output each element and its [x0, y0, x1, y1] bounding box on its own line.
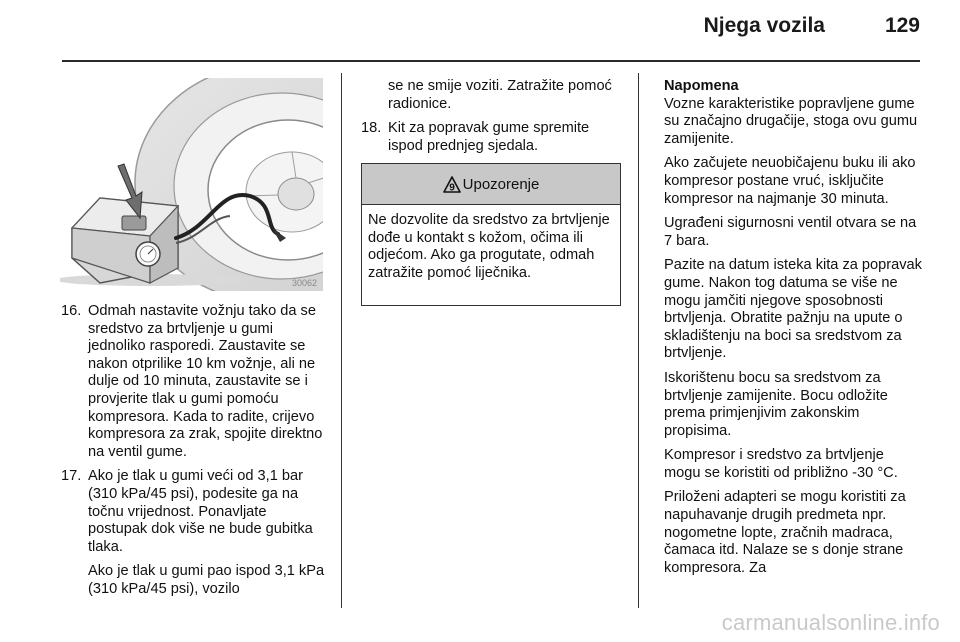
- paragraph: Vozne karakteristike popravljene gume su značajno drugačije, stoga ovu gumu zamijenite.: [664, 95, 918, 147]
- warning-box: [361, 163, 621, 306]
- svg-text:9: 9: [448, 182, 455, 193]
- list-item-text: Kit za popravak gume spremite ispod prednjeg sjedala.: [388, 120, 590, 154]
- paragraph: Ako začujete neuobičajenu buku ili ako kompresor postane vruć, isključite kompresor na najmanje 30 minuta.: [664, 155, 916, 207]
- page-header-title: Njega vozila: [703, 14, 825, 37]
- list-item-text: Odmah nastavite vožnju tako da se sredstvo za brtvljenje u gumi jednoliko rasporedi. Zaustavite se nakon otprilike 10 km vožnje, ali ne dulje od 10 minuta, zaustavite se i provjerite tlak u gumi pomoću kompresora. Kada to radite, crijevo kompresora za zrak, spojite direktno na ventil gume.: [88, 303, 323, 460]
- warning-triangle-icon: [443, 176, 461, 193]
- note-heading: Napomena: [664, 78, 739, 94]
- list-item-number: 17.: [61, 468, 82, 485]
- tire-compressor-illustration: [60, 78, 323, 291]
- column-divider-right: [638, 73, 639, 608]
- list-item: [361, 120, 625, 155]
- paragraph: Kompresor i sredstvo za brtvljenje mogu se koristiti od približno -30 °C.: [664, 447, 898, 481]
- watermark: carmanualsonline.info: [721, 610, 940, 635]
- warning-text: Ne dozvolite da sredstvo za brtvljenje dođe u kontakt s kožom, očima ili odjećom. Ako ga progutate, odmah zatražite pomoć liječnika.: [368, 212, 610, 281]
- paragraph: Priloženi adapteri se mogu koristiti za napuhavanje drugih predmeta npr. nogometne lopte, zračnih madraca, čamaca itd. Nalaze se s donje strane kompresora. Za: [664, 489, 906, 576]
- paragraph: Ugrađeni sigurnosni ventil otvara se na 7 bara.: [664, 215, 917, 249]
- page-number: 129: [884, 14, 920, 37]
- warning-title: Upozorenje: [462, 175, 540, 193]
- left-column: [61, 303, 329, 606]
- warning-header: [362, 164, 620, 205]
- header-divider: [62, 60, 920, 62]
- figure-code: 30062: [292, 278, 318, 288]
- carryover-text: se ne smije voziti. Zatražite pomoć radionice.: [388, 78, 612, 112]
- list-item: [61, 468, 329, 598]
- right-column: [664, 78, 922, 584]
- tire-compressor-figure: [60, 78, 323, 291]
- list-item-number: 16.: [61, 303, 82, 319]
- column-divider-left: [341, 73, 342, 608]
- paragraph: Iskorištenu bocu sa sredstvom za brtvljenje zamijenite. Bocu odložite prema primjenjivim zakonskim propisima.: [664, 369, 888, 439]
- middle-column: [361, 78, 625, 162]
- paragraph: Pazite na datum isteka kita za popravak gume. Nakon tog datuma se više ne mogu jamčiti njegove sposobnosti brtvljenja. Obratite pažnju na upute o skladištenju na boci sa sredstvom za brtvljenje.: [664, 257, 922, 362]
- list-item: [61, 303, 329, 461]
- list-item-number: 18.: [361, 120, 382, 137]
- list-item-continuation: Ako je tlak u gumi pao ispod 3,1 kPa (310 kPa/45 psi), vozilo: [88, 563, 325, 597]
- list-item-text: Ako je tlak u gumi veći od 3,1 bar (310 kPa/45 psi), podesite ga na točnu vrijednost. Ponavljate postupak dok više ne bude gubitka tlaka.: [88, 468, 313, 555]
